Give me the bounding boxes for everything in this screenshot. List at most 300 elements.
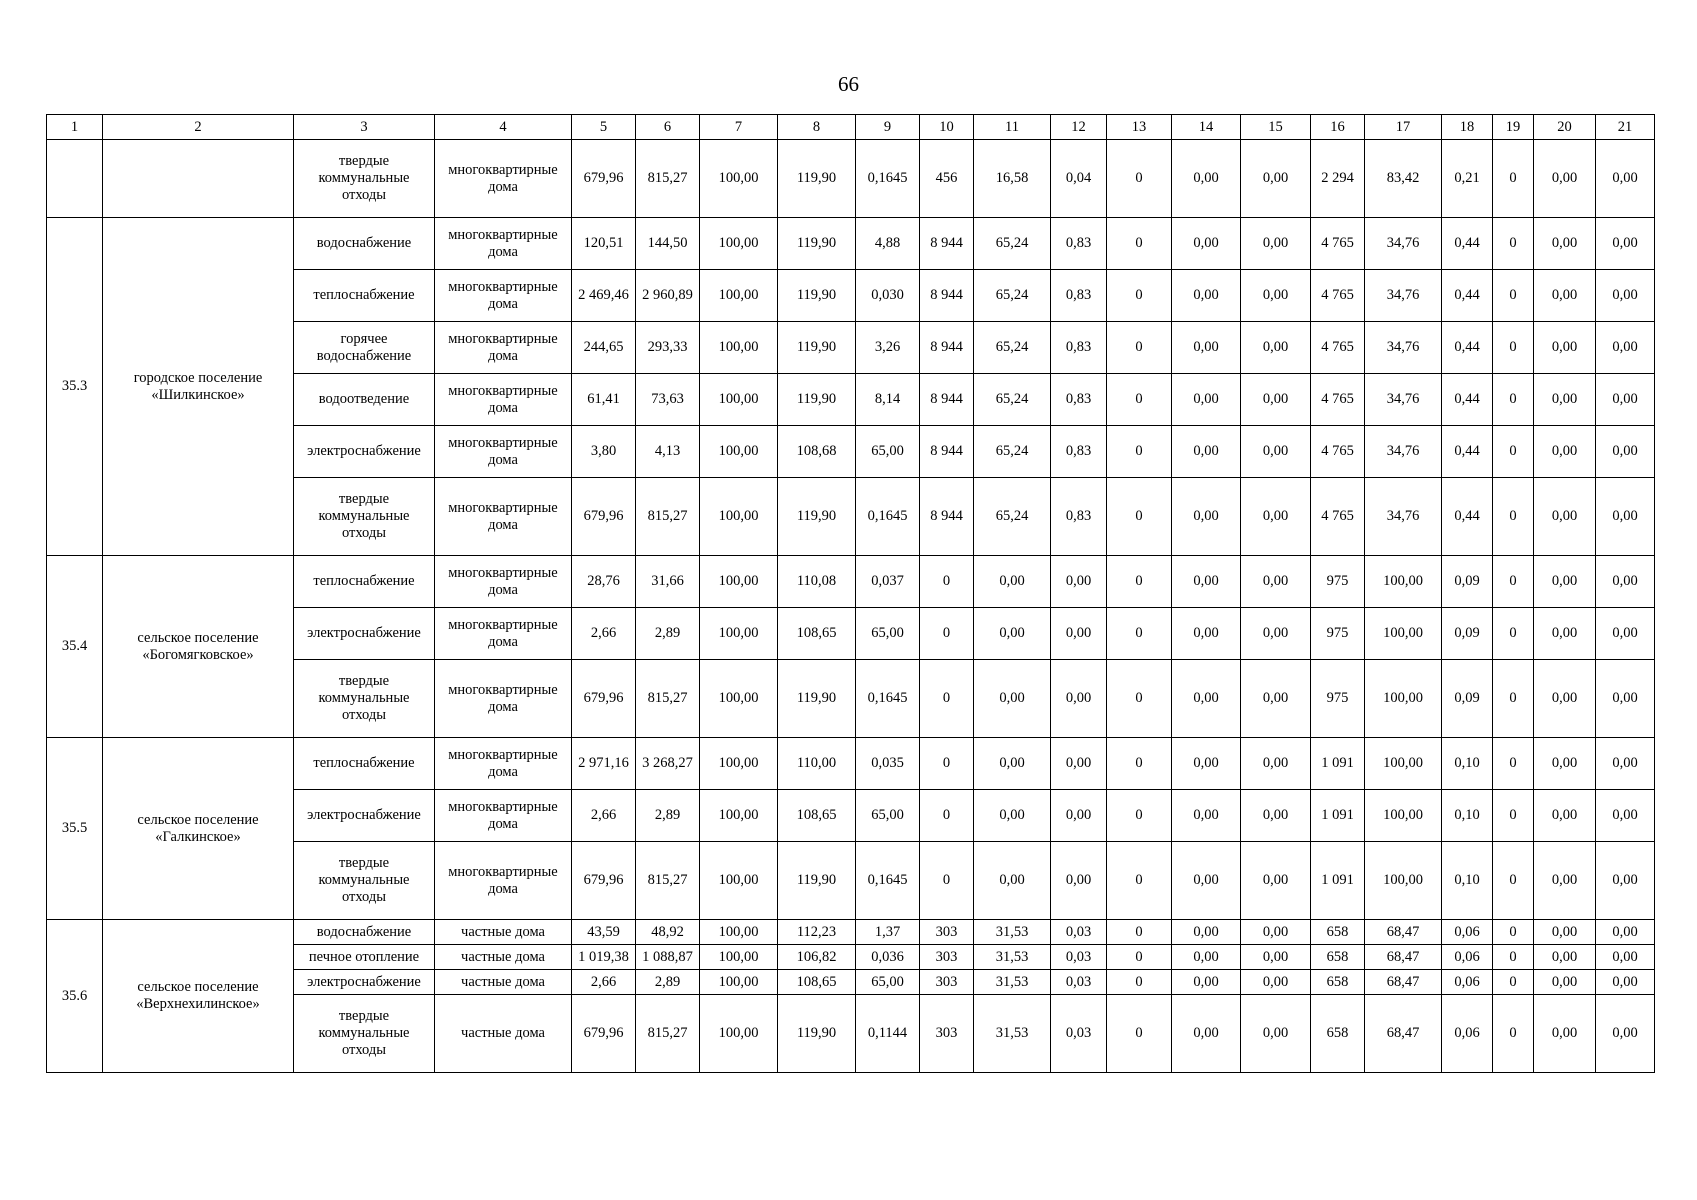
value-cell-col8: 112,23: [778, 920, 856, 945]
value-cell-col7: 100,00: [700, 270, 778, 322]
value-cell-col15: 0,00: [1241, 790, 1311, 842]
value-cell-col6: 815,27: [636, 140, 700, 218]
value-cell-col19: 0: [1493, 920, 1534, 945]
value-cell-col6: 2 960,89: [636, 270, 700, 322]
value-cell-col5: 1 019,38: [572, 945, 636, 970]
value-cell-col11: 31,53: [974, 970, 1051, 995]
value-cell-col13: 0: [1107, 374, 1172, 426]
value-cell-col16: 4 765: [1311, 374, 1365, 426]
housing-type: частные дома: [435, 970, 572, 995]
column-header-15: 15: [1241, 115, 1311, 140]
value-cell-col6: 3 268,27: [636, 738, 700, 790]
value-cell-col5: 61,41: [572, 374, 636, 426]
value-cell-col20: 0,00: [1534, 322, 1596, 374]
value-cell-col12: 0,03: [1051, 970, 1107, 995]
value-cell-col11: 31,53: [974, 945, 1051, 970]
value-cell-col12: 0,03: [1051, 945, 1107, 970]
value-cell-col6: 1 088,87: [636, 945, 700, 970]
value-cell-col19: 0: [1493, 970, 1534, 995]
value-cell-col19: 0: [1493, 140, 1534, 218]
housing-type: многоквартирные дома: [435, 218, 572, 270]
column-header-20: 20: [1534, 115, 1596, 140]
value-cell-col17: 34,76: [1365, 218, 1442, 270]
value-cell-col7: 100,00: [700, 608, 778, 660]
value-cell-col5: 3,80: [572, 426, 636, 478]
value-cell-col9: 0,1144: [856, 995, 920, 1073]
value-cell-col21: 0,00: [1596, 945, 1655, 970]
column-header-11: 11: [974, 115, 1051, 140]
housing-type: многоквартирные дома: [435, 556, 572, 608]
value-cell-col14: 0,00: [1172, 660, 1241, 738]
value-cell-col15: 0,00: [1241, 374, 1311, 426]
value-cell-col8: 119,90: [778, 218, 856, 270]
value-cell-col16: 4 765: [1311, 322, 1365, 374]
value-cell-col14: 0,00: [1172, 920, 1241, 945]
table-row: [47, 556, 1655, 608]
value-cell-col18: 0,44: [1442, 218, 1493, 270]
value-cell-col8: 119,90: [778, 140, 856, 218]
value-cell-col14: 0,00: [1172, 556, 1241, 608]
value-cell-col16: 975: [1311, 608, 1365, 660]
value-cell-col10: 303: [920, 970, 974, 995]
value-cell-col21: 0,00: [1596, 374, 1655, 426]
service-type: электроснабжение: [294, 608, 435, 660]
value-cell-col16: 1 091: [1311, 790, 1365, 842]
value-cell-col13: 0: [1107, 556, 1172, 608]
value-cell-col5: 2,66: [572, 608, 636, 660]
value-cell-col15: 0,00: [1241, 140, 1311, 218]
value-cell-col13: 0: [1107, 970, 1172, 995]
value-cell-col13: 0: [1107, 738, 1172, 790]
value-cell-col21: 0,00: [1596, 970, 1655, 995]
value-cell-col18: 0,44: [1442, 426, 1493, 478]
column-header-4: 4: [435, 115, 572, 140]
value-cell-col19: 0: [1493, 660, 1534, 738]
value-cell-col15: 0,00: [1241, 995, 1311, 1073]
value-cell-col15: 0,00: [1241, 920, 1311, 945]
value-cell-col17: 34,76: [1365, 322, 1442, 374]
column-header-19: 19: [1493, 115, 1534, 140]
value-cell-col19: 0: [1493, 842, 1534, 920]
settlement-name: [103, 140, 294, 218]
column-header-1: 1: [47, 115, 103, 140]
value-cell-col10: 0: [920, 790, 974, 842]
group-number: 35.6: [47, 920, 103, 1073]
value-cell-col17: 100,00: [1365, 842, 1442, 920]
value-cell-col17: 68,47: [1365, 920, 1442, 945]
value-cell-col12: 0,00: [1051, 790, 1107, 842]
value-cell-col14: 0,00: [1172, 738, 1241, 790]
value-cell-col20: 0,00: [1534, 945, 1596, 970]
housing-type: частные дома: [435, 920, 572, 945]
value-cell-col20: 0,00: [1534, 970, 1596, 995]
column-header-17: 17: [1365, 115, 1442, 140]
value-cell-col12: 0,00: [1051, 660, 1107, 738]
value-cell-col10: 303: [920, 920, 974, 945]
group-number: 35.4: [47, 556, 103, 738]
value-cell-col18: 0,44: [1442, 478, 1493, 556]
value-cell-col20: 0,00: [1534, 140, 1596, 218]
table-row: [47, 920, 1655, 945]
value-cell-col16: 975: [1311, 556, 1365, 608]
value-cell-col18: 0,09: [1442, 608, 1493, 660]
value-cell-col17: 34,76: [1365, 270, 1442, 322]
value-cell-col11: 65,24: [974, 322, 1051, 374]
page-number: 66: [838, 72, 859, 96]
service-type: твердые коммунальные отходы: [294, 140, 435, 218]
value-cell-col10: 8 944: [920, 322, 974, 374]
value-cell-col8: 119,90: [778, 660, 856, 738]
value-cell-col20: 0,00: [1534, 608, 1596, 660]
value-cell-col16: 2 294: [1311, 140, 1365, 218]
value-cell-col14: 0,00: [1172, 478, 1241, 556]
value-cell-col11: 31,53: [974, 995, 1051, 1073]
value-cell-col12: 0,83: [1051, 322, 1107, 374]
value-cell-col6: 2,89: [636, 608, 700, 660]
value-cell-col6: 144,50: [636, 218, 700, 270]
value-cell-col6: 73,63: [636, 374, 700, 426]
value-cell-col6: 815,27: [636, 842, 700, 920]
value-cell-col12: 0,83: [1051, 270, 1107, 322]
value-cell-col12: 0,83: [1051, 478, 1107, 556]
value-cell-col16: 4 765: [1311, 218, 1365, 270]
value-cell-col12: 0,04: [1051, 140, 1107, 218]
housing-type: многоквартирные дома: [435, 842, 572, 920]
value-cell-col13: 0: [1107, 140, 1172, 218]
housing-type: многоквартирные дома: [435, 426, 572, 478]
housing-type: многоквартирные дома: [435, 660, 572, 738]
group-number: [47, 140, 103, 218]
value-cell-col14: 0,00: [1172, 270, 1241, 322]
value-cell-col20: 0,00: [1534, 738, 1596, 790]
value-cell-col15: 0,00: [1241, 426, 1311, 478]
value-cell-col16: 1 091: [1311, 842, 1365, 920]
column-header-13: 13: [1107, 115, 1172, 140]
value-cell-col16: 1 091: [1311, 738, 1365, 790]
value-cell-col15: 0,00: [1241, 322, 1311, 374]
value-cell-col12: 0,03: [1051, 995, 1107, 1073]
housing-type: многоквартирные дома: [435, 270, 572, 322]
value-cell-col7: 100,00: [700, 426, 778, 478]
value-cell-col16: 975: [1311, 660, 1365, 738]
value-cell-col19: 0: [1493, 790, 1534, 842]
value-cell-col21: 0,00: [1596, 322, 1655, 374]
value-cell-col5: 2 971,16: [572, 738, 636, 790]
value-cell-col8: 108,65: [778, 970, 856, 995]
value-cell-col14: 0,00: [1172, 995, 1241, 1073]
value-cell-col20: 0,00: [1534, 426, 1596, 478]
column-header-10: 10: [920, 115, 974, 140]
service-type: твердые коммунальные отходы: [294, 478, 435, 556]
value-cell-col7: 100,00: [700, 218, 778, 270]
value-cell-col19: 0: [1493, 556, 1534, 608]
value-cell-col8: 108,65: [778, 790, 856, 842]
value-cell-col9: 0,036: [856, 945, 920, 970]
value-cell-col10: 0: [920, 556, 974, 608]
value-cell-col7: 100,00: [700, 790, 778, 842]
value-cell-col9: 65,00: [856, 790, 920, 842]
group-number: 35.5: [47, 738, 103, 920]
value-cell-col21: 0,00: [1596, 738, 1655, 790]
value-cell-col14: 0,00: [1172, 218, 1241, 270]
value-cell-col14: 0,00: [1172, 842, 1241, 920]
value-cell-col18: 0,44: [1442, 322, 1493, 374]
value-cell-col14: 0,00: [1172, 945, 1241, 970]
housing-type: многоквартирные дома: [435, 790, 572, 842]
value-cell-col21: 0,00: [1596, 790, 1655, 842]
column-header-2: 2: [103, 115, 294, 140]
value-cell-col20: 0,00: [1534, 478, 1596, 556]
housing-type: многоквартирные дома: [435, 322, 572, 374]
value-cell-col5: 679,96: [572, 478, 636, 556]
value-cell-col18: 0,44: [1442, 270, 1493, 322]
value-cell-col9: 8,14: [856, 374, 920, 426]
value-cell-col9: 3,26: [856, 322, 920, 374]
value-cell-col8: 110,08: [778, 556, 856, 608]
value-cell-col15: 0,00: [1241, 478, 1311, 556]
value-cell-col16: 4 765: [1311, 478, 1365, 556]
value-cell-col7: 100,00: [700, 374, 778, 426]
settlement-name: сельское поселение «Богомягковское»: [103, 556, 294, 738]
value-cell-col15: 0,00: [1241, 608, 1311, 660]
value-cell-col9: 0,030: [856, 270, 920, 322]
value-cell-col6: 815,27: [636, 478, 700, 556]
value-cell-col13: 0: [1107, 945, 1172, 970]
value-cell-col8: 119,90: [778, 270, 856, 322]
value-cell-col11: 16,58: [974, 140, 1051, 218]
service-type: электроснабжение: [294, 426, 435, 478]
value-cell-col13: 0: [1107, 842, 1172, 920]
value-cell-col17: 83,42: [1365, 140, 1442, 218]
value-cell-col12: 0,00: [1051, 608, 1107, 660]
value-cell-col8: 119,90: [778, 374, 856, 426]
value-cell-col17: 68,47: [1365, 970, 1442, 995]
service-type: электроснабжение: [294, 970, 435, 995]
value-cell-col10: 8 944: [920, 374, 974, 426]
value-cell-col20: 0,00: [1534, 218, 1596, 270]
value-cell-col16: 658: [1311, 920, 1365, 945]
value-cell-col7: 100,00: [700, 970, 778, 995]
value-cell-col9: 0,1645: [856, 842, 920, 920]
value-cell-col21: 0,00: [1596, 556, 1655, 608]
value-cell-col9: 0,037: [856, 556, 920, 608]
value-cell-col5: 679,96: [572, 995, 636, 1073]
column-header-7: 7: [700, 115, 778, 140]
value-cell-col13: 0: [1107, 218, 1172, 270]
value-cell-col8: 108,65: [778, 608, 856, 660]
value-cell-col21: 0,00: [1596, 995, 1655, 1073]
value-cell-col21: 0,00: [1596, 920, 1655, 945]
service-type: водоснабжение: [294, 920, 435, 945]
value-cell-col6: 815,27: [636, 995, 700, 1073]
table-row: [47, 738, 1655, 790]
value-cell-col7: 100,00: [700, 660, 778, 738]
value-cell-col9: 0,035: [856, 738, 920, 790]
value-cell-col17: 100,00: [1365, 790, 1442, 842]
value-cell-col15: 0,00: [1241, 945, 1311, 970]
value-cell-col18: 0,21: [1442, 140, 1493, 218]
value-cell-col13: 0: [1107, 920, 1172, 945]
value-cell-col21: 0,00: [1596, 270, 1655, 322]
value-cell-col16: 658: [1311, 970, 1365, 995]
value-cell-col18: 0,44: [1442, 374, 1493, 426]
value-cell-col15: 0,00: [1241, 270, 1311, 322]
value-cell-col8: 110,00: [778, 738, 856, 790]
value-cell-col6: 2,89: [636, 970, 700, 995]
value-cell-col20: 0,00: [1534, 556, 1596, 608]
value-cell-col6: 293,33: [636, 322, 700, 374]
value-cell-col19: 0: [1493, 738, 1534, 790]
value-cell-col21: 0,00: [1596, 218, 1655, 270]
column-header-6: 6: [636, 115, 700, 140]
service-type: электроснабжение: [294, 790, 435, 842]
table-row: [47, 140, 1655, 218]
value-cell-col8: 119,90: [778, 842, 856, 920]
value-cell-col18: 0,10: [1442, 738, 1493, 790]
value-cell-col11: 0,00: [974, 842, 1051, 920]
value-cell-col5: 679,96: [572, 660, 636, 738]
value-cell-col15: 0,00: [1241, 842, 1311, 920]
value-cell-col6: 48,92: [636, 920, 700, 945]
housing-type: многоквартирные дома: [435, 738, 572, 790]
value-cell-col9: 0,1645: [856, 140, 920, 218]
value-cell-col18: 0,06: [1442, 995, 1493, 1073]
value-cell-col9: 0,1645: [856, 660, 920, 738]
value-cell-col7: 100,00: [700, 738, 778, 790]
housing-type: частные дома: [435, 995, 572, 1073]
value-cell-col10: 0: [920, 608, 974, 660]
value-cell-col5: 679,96: [572, 140, 636, 218]
value-cell-col19: 0: [1493, 270, 1534, 322]
value-cell-col20: 0,00: [1534, 270, 1596, 322]
value-cell-col18: 0,09: [1442, 660, 1493, 738]
value-cell-col5: 2,66: [572, 790, 636, 842]
value-cell-col17: 100,00: [1365, 738, 1442, 790]
group-number: 35.3: [47, 218, 103, 556]
value-cell-col11: 65,24: [974, 478, 1051, 556]
value-cell-col17: 100,00: [1365, 556, 1442, 608]
value-cell-col15: 0,00: [1241, 660, 1311, 738]
column-header-18: 18: [1442, 115, 1493, 140]
value-cell-col17: 34,76: [1365, 426, 1442, 478]
value-cell-col10: 303: [920, 945, 974, 970]
value-cell-col8: 108,68: [778, 426, 856, 478]
value-cell-col12: 0,03: [1051, 920, 1107, 945]
value-cell-col18: 0,10: [1442, 842, 1493, 920]
value-cell-col21: 0,00: [1596, 426, 1655, 478]
value-cell-col14: 0,00: [1172, 374, 1241, 426]
value-cell-col9: 0,1645: [856, 478, 920, 556]
value-cell-col13: 0: [1107, 270, 1172, 322]
table-row: [47, 218, 1655, 270]
value-cell-col11: 65,24: [974, 426, 1051, 478]
value-cell-col13: 0: [1107, 478, 1172, 556]
value-cell-col9: 65,00: [856, 970, 920, 995]
value-cell-col17: 34,76: [1365, 374, 1442, 426]
value-cell-col7: 100,00: [700, 920, 778, 945]
value-cell-col20: 0,00: [1534, 790, 1596, 842]
value-cell-col11: 0,00: [974, 660, 1051, 738]
value-cell-col9: 65,00: [856, 426, 920, 478]
column-header-16: 16: [1311, 115, 1365, 140]
value-cell-col5: 2,66: [572, 970, 636, 995]
value-cell-col6: 31,66: [636, 556, 700, 608]
value-cell-col21: 0,00: [1596, 660, 1655, 738]
value-cell-col15: 0,00: [1241, 738, 1311, 790]
tariff-table: [46, 114, 1655, 1073]
housing-type: многоквартирные дома: [435, 374, 572, 426]
value-cell-col6: 815,27: [636, 660, 700, 738]
value-cell-col21: 0,00: [1596, 608, 1655, 660]
value-cell-col15: 0,00: [1241, 970, 1311, 995]
value-cell-col12: 0,83: [1051, 218, 1107, 270]
value-cell-col14: 0,00: [1172, 140, 1241, 218]
value-cell-col13: 0: [1107, 322, 1172, 374]
value-cell-col14: 0,00: [1172, 970, 1241, 995]
value-cell-col10: 456: [920, 140, 974, 218]
settlement-name: сельское поселение «Верхнехилинское»: [103, 920, 294, 1073]
value-cell-col17: 100,00: [1365, 608, 1442, 660]
service-type: теплоснабжение: [294, 556, 435, 608]
settlement-name: городское поселение «Шилкинское»: [103, 218, 294, 556]
value-cell-col6: 2,89: [636, 790, 700, 842]
value-cell-col8: 119,90: [778, 478, 856, 556]
column-number-row: [47, 115, 1655, 140]
value-cell-col14: 0,00: [1172, 426, 1241, 478]
value-cell-col7: 100,00: [700, 842, 778, 920]
value-cell-col18: 0,10: [1442, 790, 1493, 842]
value-cell-col11: 0,00: [974, 738, 1051, 790]
value-cell-col13: 0: [1107, 790, 1172, 842]
service-type: твердые коммунальные отходы: [294, 995, 435, 1073]
value-cell-col10: 0: [920, 660, 974, 738]
value-cell-col10: 0: [920, 842, 974, 920]
value-cell-col11: 0,00: [974, 608, 1051, 660]
column-header-3: 3: [294, 115, 435, 140]
housing-type: многоквартирные дома: [435, 140, 572, 218]
value-cell-col5: 679,96: [572, 842, 636, 920]
value-cell-col9: 65,00: [856, 608, 920, 660]
value-cell-col10: 0: [920, 738, 974, 790]
value-cell-col15: 0,00: [1241, 218, 1311, 270]
value-cell-col19: 0: [1493, 945, 1534, 970]
value-cell-col19: 0: [1493, 426, 1534, 478]
value-cell-col21: 0,00: [1596, 842, 1655, 920]
value-cell-col19: 0: [1493, 608, 1534, 660]
value-cell-col10: 8 944: [920, 218, 974, 270]
value-cell-col20: 0,00: [1534, 374, 1596, 426]
service-type: твердые коммунальные отходы: [294, 842, 435, 920]
value-cell-col17: 68,47: [1365, 995, 1442, 1073]
value-cell-col12: 0,00: [1051, 842, 1107, 920]
service-type: теплоснабжение: [294, 270, 435, 322]
service-type: водоотведение: [294, 374, 435, 426]
table-body: [47, 140, 1655, 1073]
value-cell-col6: 4,13: [636, 426, 700, 478]
value-cell-col10: 8 944: [920, 426, 974, 478]
column-header-9: 9: [856, 115, 920, 140]
value-cell-col16: 658: [1311, 995, 1365, 1073]
value-cell-col20: 0,00: [1534, 660, 1596, 738]
value-cell-col12: 0,00: [1051, 738, 1107, 790]
settlement-name: сельское поселение «Галкинское»: [103, 738, 294, 920]
housing-type: частные дома: [435, 945, 572, 970]
value-cell-col13: 0: [1107, 426, 1172, 478]
value-cell-col7: 100,00: [700, 556, 778, 608]
column-header-12: 12: [1051, 115, 1107, 140]
value-cell-col19: 0: [1493, 218, 1534, 270]
value-cell-col18: 0,06: [1442, 920, 1493, 945]
